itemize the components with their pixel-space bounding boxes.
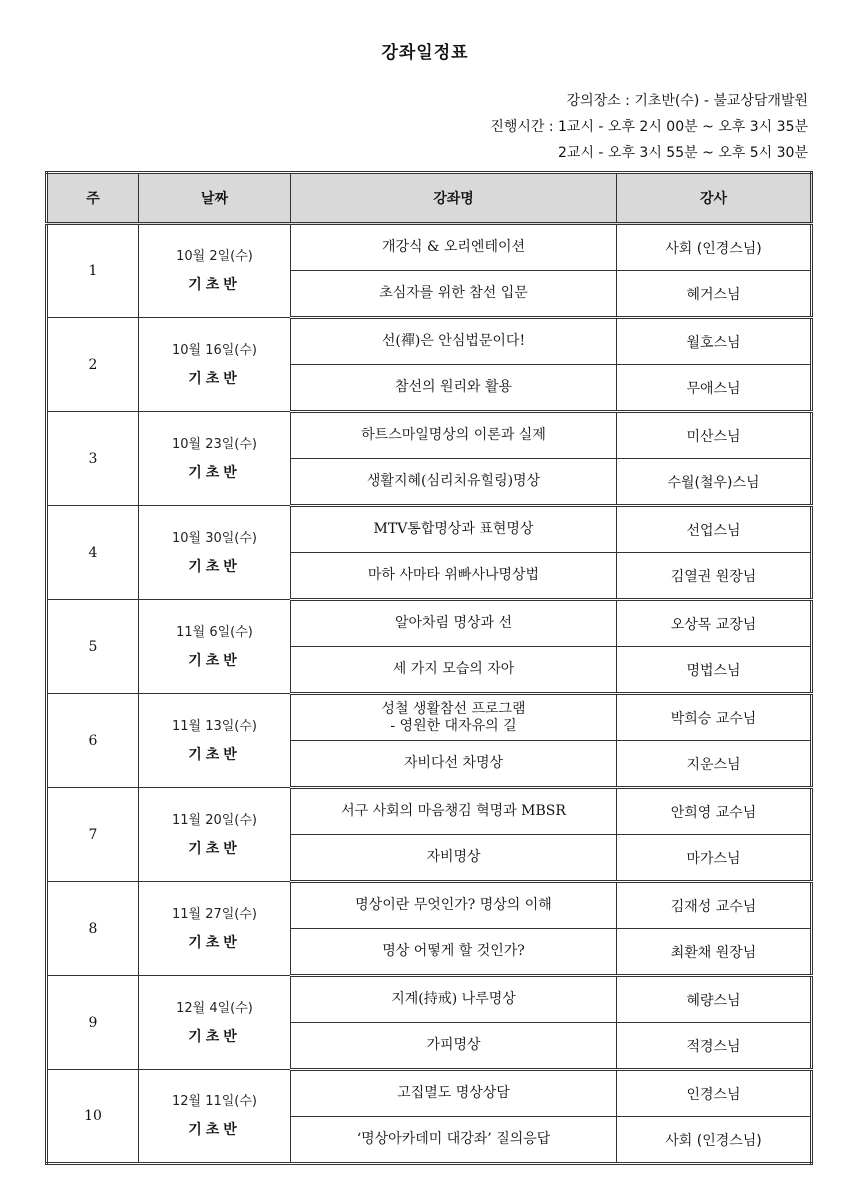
course-cell: [291, 553, 617, 600]
week-number: 10: [47, 1070, 139, 1164]
session-date: 10월 30일(수): [171, 530, 258, 546]
instructor-name: 명법스님: [617, 647, 812, 694]
date-cell: [139, 600, 291, 694]
week-number: 5: [47, 600, 139, 694]
course-cell: [291, 694, 617, 741]
course-title: 세 가지 모습의 자아: [392, 661, 515, 677]
class-level: 기초반: [188, 277, 241, 293]
table-row: [47, 224, 812, 271]
session-date: 11월 20일(수): [171, 812, 258, 828]
instructor-name: 지운스님: [617, 741, 812, 788]
session-date: 11월 6일(수): [176, 624, 253, 640]
week-number: 7: [47, 788, 139, 882]
table-row: [47, 412, 812, 459]
instructor-name: 마가스님: [617, 835, 812, 882]
course-cell: [291, 365, 617, 412]
header-week: 주: [47, 173, 139, 224]
date-cell: [139, 412, 291, 506]
instructor-name: 수월(철우)스님: [617, 459, 812, 506]
course-cell: [291, 412, 617, 459]
table-row: [47, 976, 812, 1023]
date-cell: [139, 976, 291, 1070]
course-title: 서구 사회의 마음챙김 혁명과 MBSR: [341, 803, 566, 819]
course-title: 알아차림 명상과 선: [394, 615, 513, 631]
table-row: [47, 1070, 812, 1117]
course-cell: [291, 976, 617, 1023]
course-info: [490, 88, 808, 166]
class-level: 기초반: [188, 370, 241, 387]
course-cell: [291, 741, 617, 788]
table-row: [47, 318, 812, 365]
course-cell: [291, 1070, 617, 1117]
table-row: [47, 788, 812, 835]
course-title: MTV통합명상과 표현명상: [373, 521, 534, 537]
instructor-name: 혜량스님: [617, 976, 812, 1023]
instructor-name: 적경스님: [617, 1023, 812, 1070]
session-date: 11월 27일(수): [171, 906, 258, 922]
class-level: 기초반: [188, 1028, 241, 1045]
course-cell: [291, 459, 617, 506]
course-cell: [291, 318, 617, 365]
course-cell: [291, 600, 617, 647]
instructor-name: 사회 (인경스님): [617, 1117, 812, 1164]
table-row: [47, 600, 812, 647]
table-row: [47, 694, 812, 741]
course-title: 선(禪)은 안심법문이다!: [381, 333, 526, 349]
class-level: 기초반: [188, 558, 241, 575]
course-title: 명상이란 무엇인가? 명상의 이해: [355, 897, 552, 913]
course-cell: [291, 224, 617, 271]
table-row: [47, 882, 812, 929]
instructor-name: 안희영 교수님: [617, 788, 812, 835]
session-date: 10월 16일(수): [171, 342, 258, 358]
header-row: [47, 173, 812, 224]
week-number: 6: [47, 694, 139, 788]
session-date: 10월 23일(수): [171, 436, 258, 452]
course-cell: [291, 1117, 617, 1164]
schedule-body: [47, 224, 812, 1164]
week-number: 4: [47, 506, 139, 600]
schedule-table: [45, 171, 813, 1165]
class-level: 기초반: [188, 464, 241, 481]
session-date: 10월 2일(수): [176, 249, 253, 264]
course-title: ‘명상아카데미 대강좌’ 질의응답: [356, 1131, 551, 1147]
course-title: 하트스마일명상의 이론과 실제: [361, 427, 546, 443]
week-number: 2: [47, 318, 139, 412]
date-cell: [139, 882, 291, 976]
date-cell: [139, 694, 291, 788]
info-time-2: 2교시 - 오후 3시 55분 ~ 오후 5시 30분: [558, 145, 808, 161]
week-number: 9: [47, 976, 139, 1070]
instructor-name: 오상목 교장님: [617, 600, 812, 647]
session-date: 11월 13일(수): [171, 718, 258, 734]
course-cell: [291, 882, 617, 929]
course-title: 초심자를 위한 참선 입문: [379, 285, 528, 301]
instructor-name: 김열권 원장님: [617, 553, 812, 600]
date-cell: [139, 1070, 291, 1164]
class-level: 기초반: [188, 1122, 241, 1138]
class-level: 기초반: [188, 840, 241, 857]
class-level: 기초반: [188, 934, 241, 951]
course-title: 자비명상: [426, 849, 481, 865]
course-title: 마하 사마타 위빠사나명상법: [367, 567, 540, 583]
course-title: 개강식 & 오리엔테이션: [381, 239, 526, 255]
course-title: 성철 생활참선 프로그램: [381, 700, 526, 717]
instructor-name: 미산스님: [617, 412, 812, 459]
session-date: 12월 4일(수): [176, 1000, 253, 1016]
course-title: 생활지혜(심리치유힐링)명상: [366, 473, 541, 489]
course-title: 지계(持戒) 나루명상: [391, 991, 516, 1007]
info-time-1: 진행시간 : 1교시 - 오후 2시 00분 ~ 오후 3시 35분: [490, 119, 808, 135]
header-date: 날짜: [139, 173, 291, 224]
course-title: 고집멸도 명상상담: [397, 1085, 510, 1101]
instructor-name: 사회 (인경스님): [617, 224, 812, 271]
info-place: 강의장소 : 기초반(수) - 불교상담개발원: [566, 93, 808, 109]
header-course: 강좌명: [291, 173, 617, 224]
date-cell: [139, 318, 291, 412]
instructor-name: 혜거스님: [617, 271, 812, 318]
course-title: 참선의 원리와 활용: [394, 379, 513, 395]
instructor-name: 박희승 교수님: [617, 694, 812, 741]
week-number: 1: [47, 224, 139, 318]
week-number: 3: [47, 412, 139, 506]
course-title: 명상 어떻게 할 것인가?: [382, 943, 525, 959]
course-cell: [291, 929, 617, 976]
session-date: 12월 11일(수): [171, 1094, 258, 1109]
date-cell: [139, 224, 291, 318]
instructor-name: 김재성 교수님: [617, 882, 812, 929]
course-cell: [291, 1023, 617, 1070]
instructor-name: 무애스님: [617, 365, 812, 412]
date-cell: [139, 788, 291, 882]
course-title: 가피명상: [426, 1037, 481, 1053]
instructor-name: 인경스님: [617, 1070, 812, 1117]
course-cell: [291, 506, 617, 553]
course-cell: [291, 835, 617, 882]
week-number: 8: [47, 882, 139, 976]
table-row: [47, 506, 812, 553]
instructor-name: 최환채 원장님: [617, 929, 812, 976]
date-cell: [139, 506, 291, 600]
instructor-name: 월호스님: [617, 318, 812, 365]
class-level: 기초반: [188, 746, 241, 763]
course-title: 자비다선 차명상: [403, 755, 504, 771]
header-instructor: 강사: [617, 173, 812, 224]
course-cell: [291, 788, 617, 835]
course-subtitle: - 영원한 대자유의 길: [390, 717, 517, 734]
course-cell: [291, 647, 617, 694]
course-cell: [291, 271, 617, 318]
page-title: 강좌일정표: [381, 43, 469, 63]
instructor-name: 선업스님: [617, 506, 812, 553]
class-level: 기초반: [188, 652, 241, 669]
